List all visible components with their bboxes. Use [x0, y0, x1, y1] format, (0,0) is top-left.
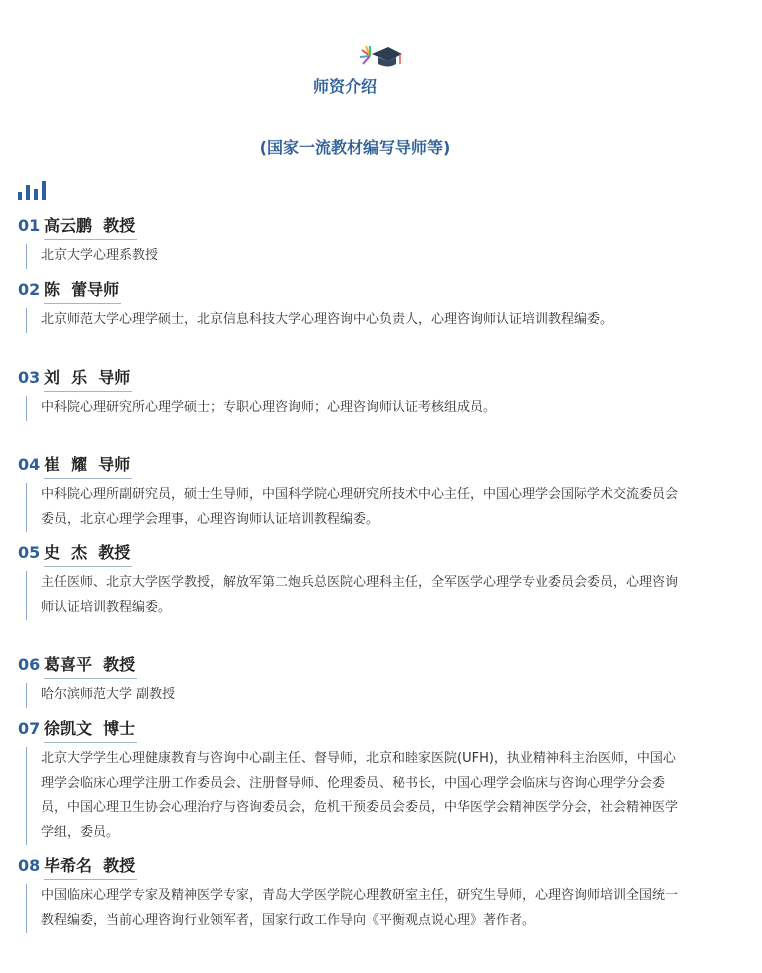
mentor-number: 04 — [18, 455, 41, 474]
mentor-number: 02 — [18, 280, 41, 299]
mentor-description: 北京大学学生心理健康教育与咨询中心副主任、督导师，北京和睦家医院(UFH)，执业精神科主治医师，中国心理学会临床心理学注册工作委员会、注册督导师、伦理委员、秘书长，中国心理学会临床与咨询心理学分会委员，中国心理卫生协会心理治疗与咨询委员会，危机干预委员会委员，中华医学会精神医学分会，社会精神医学学组，委员。 — [26, 747, 688, 845]
mentor-name: 徐凯文 博士 — [44, 716, 137, 743]
header — [0, 44, 762, 76]
graduation-cap-icon — [358, 44, 404, 72]
mentor-description: 中科院心理所副研究员，硕士生导师，中国科学院心理研究所技术中心主任，中国心理学会国际学术交流委员会委员，北京心理学会理事，心理咨询师认证培训教程编委。 — [26, 483, 688, 532]
mentor-name: 史 杰 教授 — [44, 540, 132, 567]
bar-chart-icon — [18, 180, 50, 200]
mentor-name: 高云鹏 教授 — [44, 213, 137, 240]
mentor-entry — [18, 452, 688, 532]
mentor-name: 陈 蕾导师 — [44, 277, 121, 304]
mentor-heading — [18, 213, 688, 239]
mentor-name: 毕希名 教授 — [44, 853, 137, 880]
mentor-number: 07 — [18, 719, 41, 738]
mentor-entry — [18, 652, 688, 708]
mentor-number: 05 — [18, 543, 41, 562]
mentor-description: 北京师范大学心理学硕士，北京信息科技大学心理咨询中心负责人，心理咨询师认证培训教程编委。 — [26, 308, 688, 333]
mentor-description: 北京大学心理系教授 — [26, 244, 688, 269]
mentor-entry — [18, 540, 688, 620]
mentor-heading — [18, 652, 688, 678]
mentor-entry — [18, 213, 688, 269]
mentor-description: 主任医师、北京大学医学教授，解放军第二炮兵总医院心理科主任，全军医学心理学专业委员会委员，心理咨询师认证培训教程编委。 — [26, 571, 688, 620]
mentor-name: 葛喜平 教授 — [44, 652, 137, 679]
mentor-description: 哈尔滨师范大学 副教授 — [26, 683, 688, 708]
mentor-entry — [18, 716, 688, 845]
mentor-heading — [18, 716, 688, 742]
mentor-entry — [18, 277, 688, 333]
mentor-heading — [18, 452, 688, 478]
page-subtitle: (国家一流教材编写导师等) — [259, 138, 451, 157]
page-title: 师资介绍 — [312, 77, 377, 96]
mentor-name: 刘 乐 导师 — [44, 365, 132, 392]
mentor-entry — [18, 853, 688, 933]
mentor-number: 08 — [18, 856, 41, 875]
mentor-heading — [18, 365, 688, 391]
mentor-heading — [18, 853, 688, 879]
mentor-entry — [18, 365, 688, 421]
mentor-name: 崔 耀 导师 — [44, 452, 132, 479]
mentor-description: 中科院心理研究所心理学硕士；专职心理咨询师；心理咨询师认证考核组成员。 — [26, 396, 688, 421]
mentor-number: 03 — [18, 368, 41, 387]
mentor-number: 01 — [18, 216, 41, 235]
mentor-heading — [18, 277, 688, 303]
mentor-heading — [18, 540, 688, 566]
mentor-number: 06 — [18, 655, 41, 674]
mentor-description: 中国临床心理学专家及精神医学专家，青岛大学医学院心理教研室主任，研究生导师，心理咨询师培训全国统一教程编委，当前心理咨询行业领军者，国家行政工作导向《平衡观点说心理》著作者。 — [26, 884, 688, 933]
